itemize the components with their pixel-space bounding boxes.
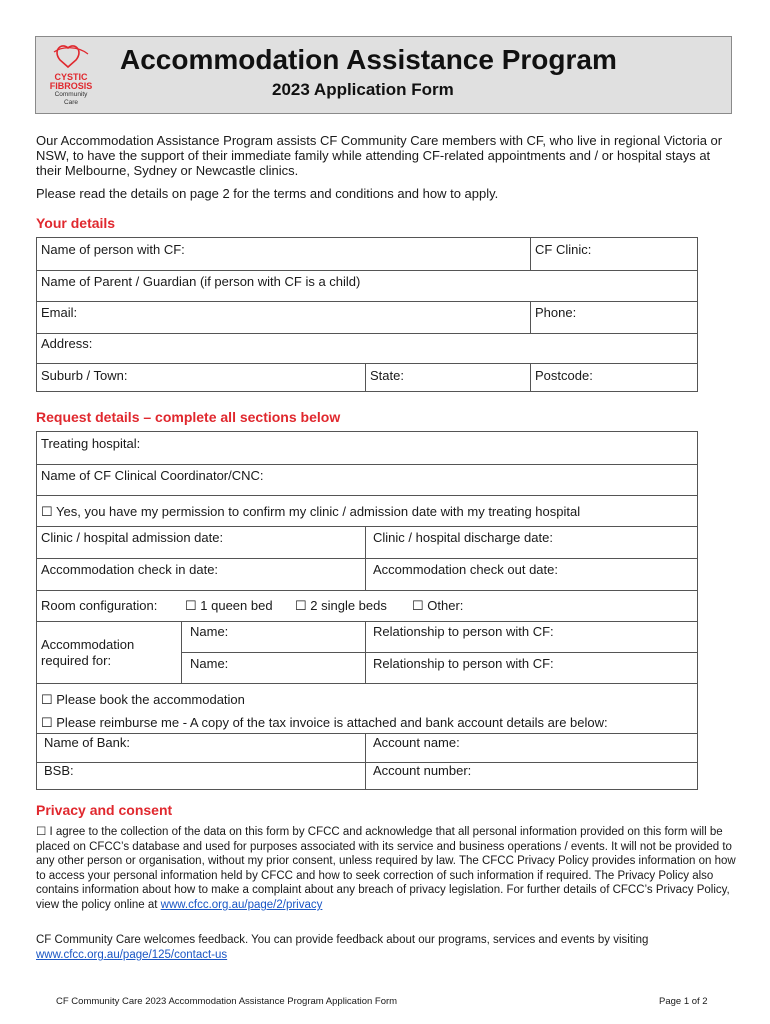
intro-instruction: Please read the details on page 2 for the terms and conditions and how to apply. (36, 186, 499, 201)
cf-clinic-field[interactable]: CF Clinic: (535, 242, 592, 257)
treating-hospital-field[interactable]: Treating hospital: (41, 436, 141, 451)
logo-text-community: Community (54, 91, 88, 98)
logo-text-care: Care (63, 99, 79, 106)
your-details-table (36, 237, 698, 392)
email-field[interactable]: Email: (41, 305, 78, 320)
cfcc-logo (40, 40, 102, 110)
page-subtitle: 2023 Application Form (272, 80, 454, 99)
footer-title: CF Community Care 2023 Accommodation Assistance Program Application Form (56, 996, 398, 1007)
privacy-consent-body: ☐ I agree to the collection of the data on this form by CFCC and acknowledge that all personal information provided on this form will be placed on CFCC’s database and used for purposes associated with its service and business operations / events. It will not be provided to any other person or organisation, without my prior consent, unless required by law. The CFCC Privacy Policy provides information on how to access your personal information held by CFCC and how to seek correction of such information if required. The Privacy Policy also contains information about how to make a complaint about any breach of privacy legislation. For further details of CFCC’s Privacy Policy, view the policy online at (36, 826, 736, 911)
book-accommodation-checkbox[interactable]: ☐ Please book the accommodation (41, 692, 245, 707)
address-field[interactable]: Address: (41, 336, 93, 351)
bsb-field[interactable]: BSB: (44, 763, 74, 778)
parent-guardian-field[interactable]: Name of Parent / Guardian (if person with CF is a child) (41, 274, 361, 289)
logo-text-fibrosis: FIBROSIS (49, 81, 93, 91)
privacy-consent-text[interactable] (36, 825, 736, 913)
admission-date-field[interactable]: Clinic / hospital admission date: (41, 530, 224, 545)
other-room-checkbox[interactable]: ☐ Other: (412, 598, 464, 613)
account-name-field[interactable]: Account name: (373, 735, 460, 750)
queen-bed-checkbox[interactable]: ☐ 1 queen bed (185, 598, 273, 613)
guest-2-relationship-field[interactable]: Relationship to person with CF: (373, 656, 554, 671)
check-out-date-field[interactable]: Accommodation check out date: (373, 562, 558, 577)
state-field[interactable]: State: (370, 368, 404, 383)
logo-heart-icon (40, 40, 102, 70)
feedback-text (36, 933, 736, 963)
name-with-cf-field[interactable]: Name of person with CF: (41, 242, 185, 257)
privacy-policy-link[interactable]: www.cfcc.org.au/page/2/privacy (160, 898, 323, 911)
bank-name-field[interactable]: Name of Bank: (44, 735, 130, 750)
guest-2-name-field[interactable]: Name: (190, 656, 229, 671)
request-details-heading: Request details – complete all sections below (36, 409, 341, 425)
contact-us-link[interactable]: www.cfcc.org.au/page/125/contact-us (36, 949, 228, 961)
permission-checkbox[interactable]: ☐ Yes, you have my permission to confirm my clinic / admission date with my treating hospital (41, 504, 581, 519)
account-number-field[interactable]: Account number: (373, 763, 472, 778)
check-in-date-field[interactable]: Accommodation check in date: (41, 562, 219, 577)
your-details-heading: Your details (36, 215, 116, 231)
guest-1-relationship-field[interactable]: Relationship to person with CF: (373, 624, 554, 639)
phone-field[interactable]: Phone: (535, 305, 577, 320)
room-configuration-label: Room configuration: (41, 598, 158, 613)
postcode-field[interactable]: Postcode: (535, 368, 593, 383)
suburb-field[interactable]: Suburb / Town: (41, 368, 128, 383)
feedback-body: CF Community Care welcomes feedback. You can provide feedback about our programs, services and events by visiting (36, 934, 649, 946)
page-title: Accommodation Assistance Program (120, 44, 617, 75)
intro-paragraph: Our Accommodation Assistance Program assists CF Community Care members with CF, who live in regional Victoria or NSW, to have the support of their immediate family while attending CF-related appointments and / or hospital stays at their Melbourne, Sydney or Newcastle clinics. (36, 133, 723, 178)
guest-1-name-field[interactable]: Name: (190, 624, 229, 639)
privacy-heading: Privacy and consent (36, 802, 173, 818)
reimburse-checkbox[interactable]: ☐ Please reimburse me - A copy of the tax invoice is attached and bank account details are below: (41, 715, 608, 730)
page-number: Page 1 of 2 (659, 996, 708, 1007)
single-beds-checkbox[interactable]: ☐ 2 single beds (295, 598, 387, 613)
cf-coordinator-field[interactable]: Name of CF Clinical Coordinator/CNC: (41, 468, 264, 483)
accommodation-required-label: Accommodation required for: (41, 637, 135, 668)
request-details-table (36, 431, 698, 790)
discharge-date-field[interactable]: Clinic / hospital discharge date: (373, 530, 553, 545)
logo-text-cystic: CYSTIC (54, 72, 88, 82)
